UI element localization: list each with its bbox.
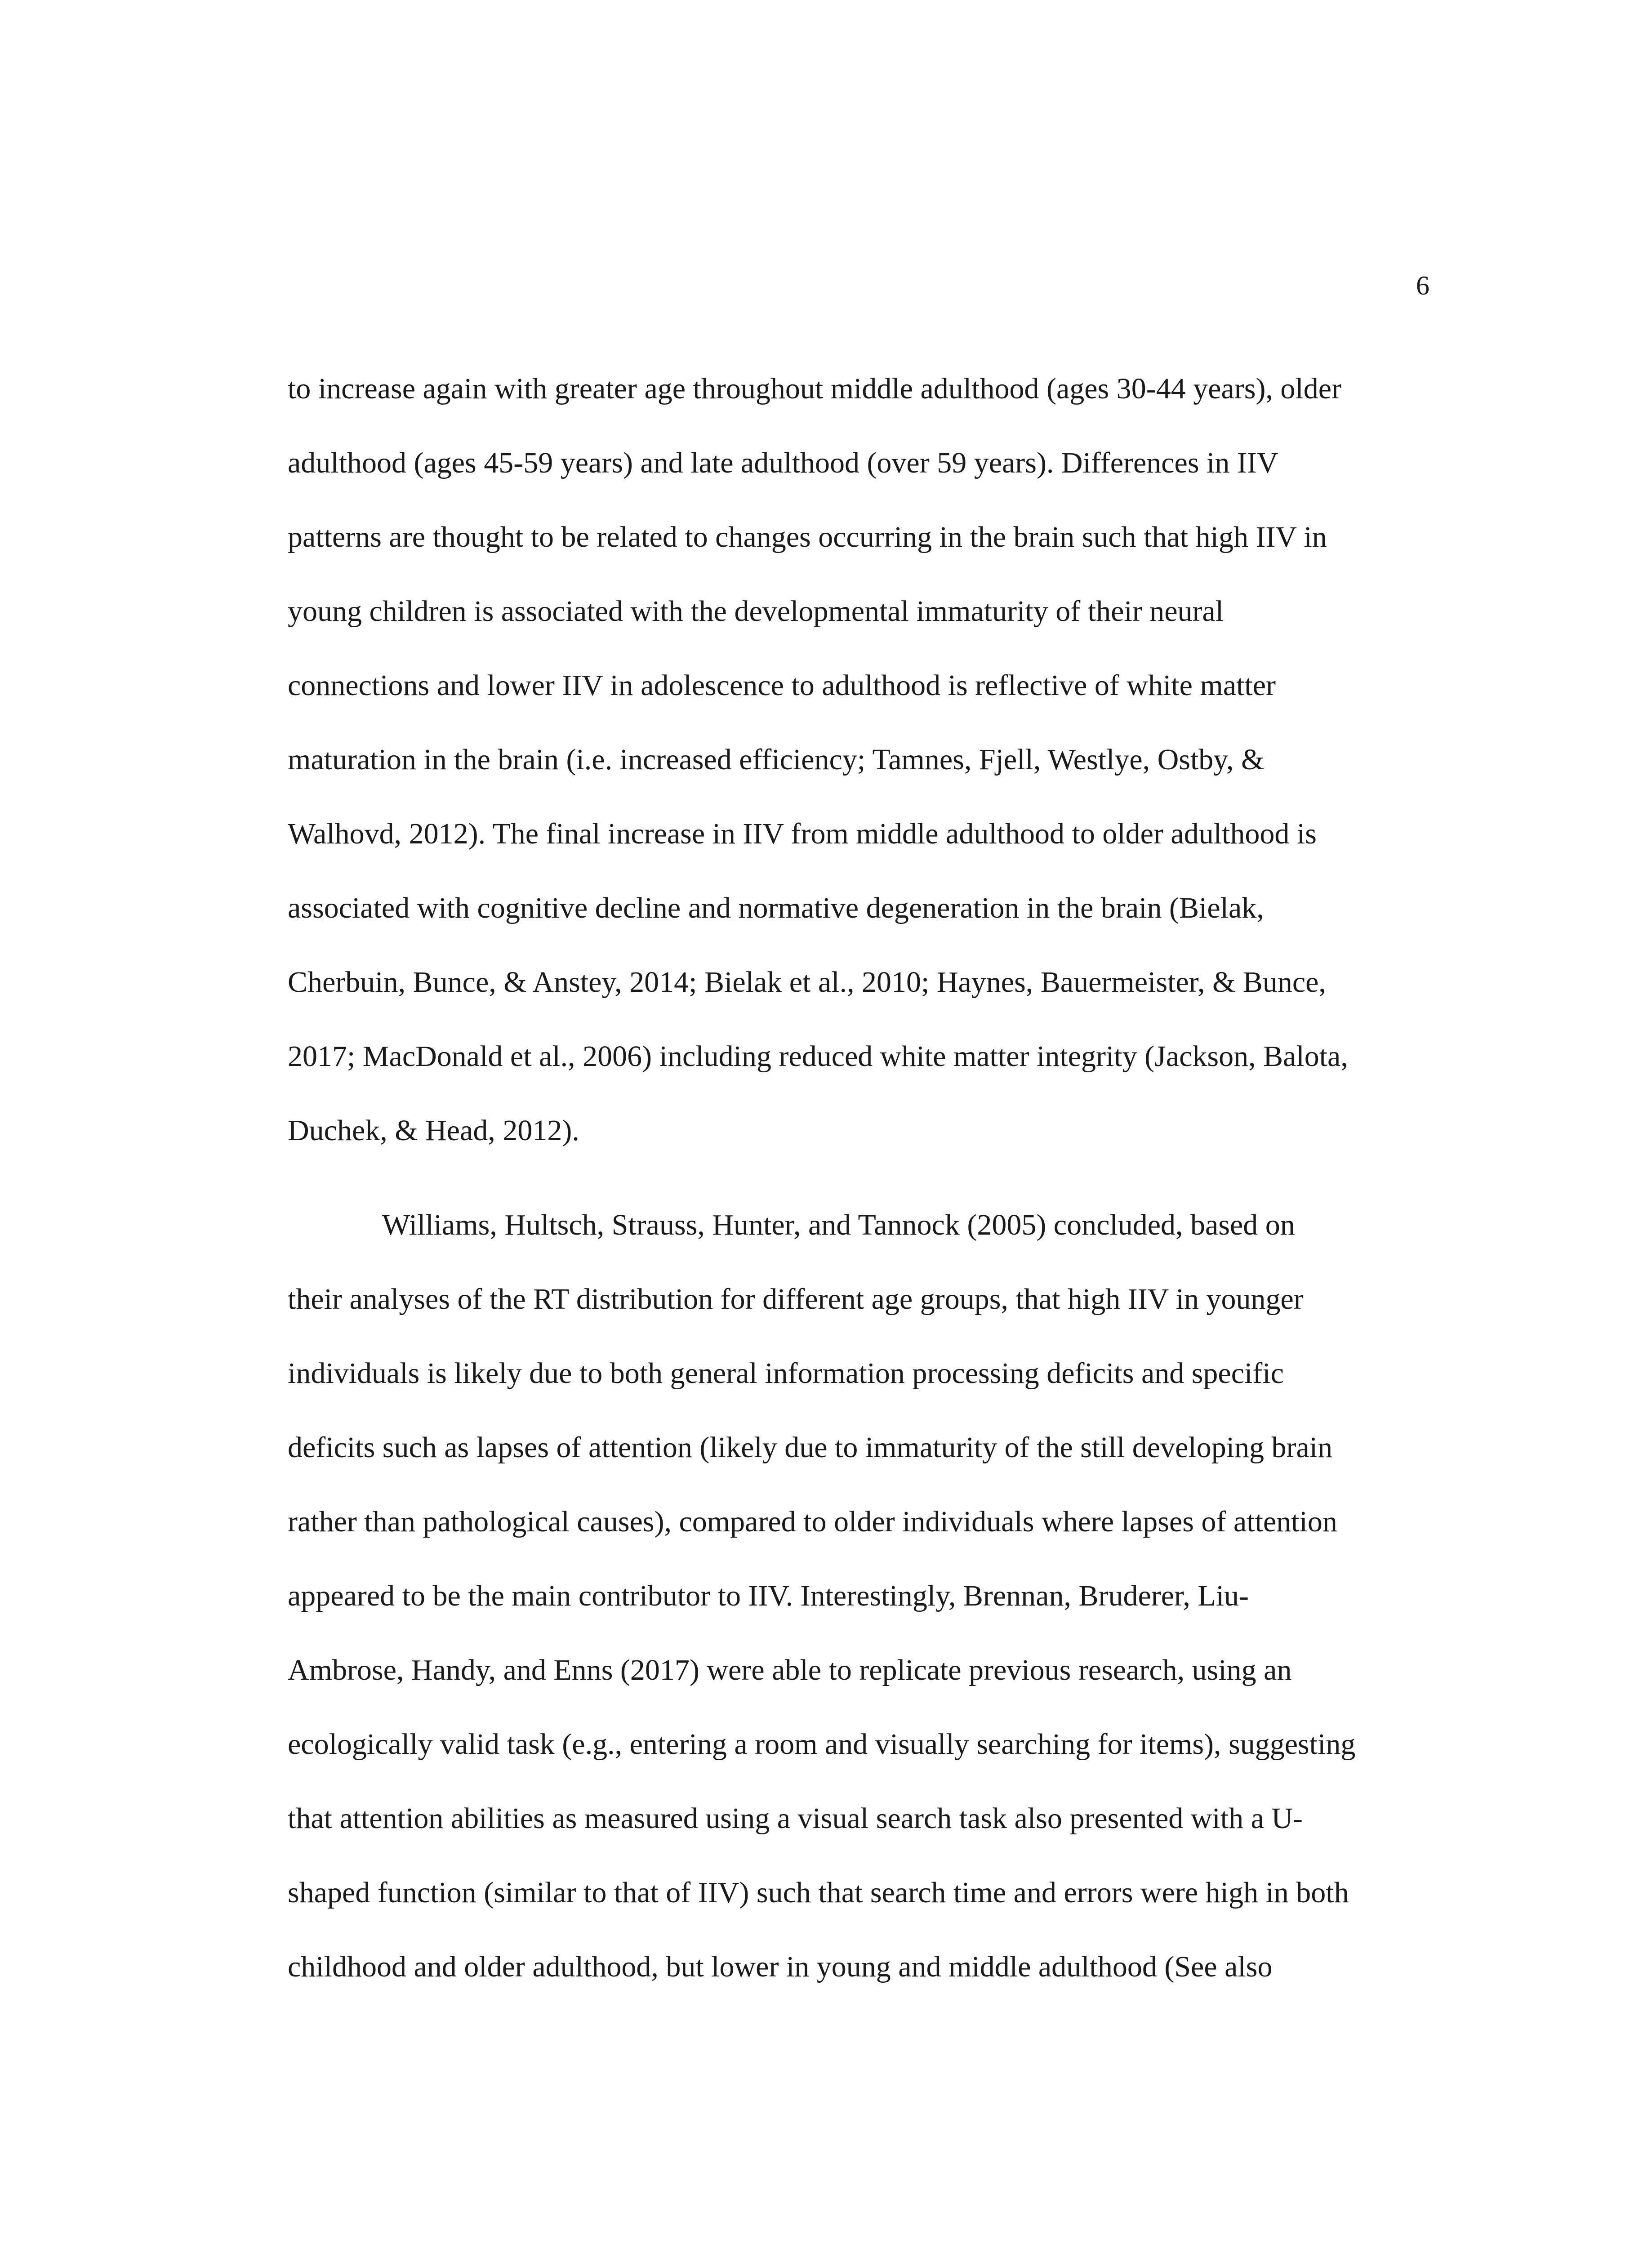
paragraph-2-line-11: childhood and older adulthood, but lower in young and middle adulthood (See also (288, 1950, 1273, 1983)
paragraph-1-line-1: to increase again with greater age throughout middle adulthood (ages 30-44 years), older (288, 372, 1342, 405)
paragraph-2-line-4: deficits such as lapses of attention (likely due to immaturity of the still developing brain (288, 1431, 1333, 1464)
paragraph-1-line-9: Cherbuin, Bunce, & Anstey, 2014; Bielak et al., 2010; Haynes, Bauermeister, & Bunce, (288, 966, 1326, 999)
paragraph-2-line-5: rather than pathological causes), compared to older individuals where lapses of attention (288, 1505, 1337, 1538)
paragraph-1-line-3: patterns are thought to be related to changes occurring in the brain such that high IIV in (288, 521, 1327, 553)
paragraph-1-line-6: maturation in the brain (i.e. increased efficiency; Tamnes, Fjell, Westlye, Ostby, & (288, 743, 1265, 776)
paragraph-1-line-7: Walhovd, 2012). The final increase in IIV from middle adulthood to older adulthood is (288, 817, 1317, 850)
paragraph-2-line-9: that attention abilities as measured using a visual search task also presented with a U- (288, 1802, 1303, 1835)
paragraph-1-line-10: 2017; MacDonald et al., 2006) including reduced white matter integrity (Jackson, Balota, (288, 1040, 1348, 1073)
page-number: 6 (1416, 271, 1429, 300)
paragraph-1-line-5: connections and lower IIV in adolescence to adulthood is reflective of white matter (288, 669, 1276, 702)
paragraph-1-line-8: associated with cognitive decline and normative degeneration in the brain (Bielak, (288, 892, 1264, 924)
paragraph-2-line-1: Williams, Hultsch, Strauss, Hunter, and Tannock (2005) concluded, based on (382, 1209, 1295, 1241)
paragraph-2-line-7: Ambrose, Handy, and Enns (2017) were able to replicate previous research, using an (288, 1654, 1292, 1686)
paragraph-2-line-3: individuals is likely due to both general information processing deficits and specific (288, 1357, 1284, 1390)
paragraph-2-line-2: their analyses of the RT distribution for different age groups, that high IIV in younger (288, 1283, 1304, 1316)
paragraph-2-line-8: ecologically valid task (e.g., entering a room and visually searching for items), suggesting (288, 1728, 1356, 1761)
paragraph-2-line-6: appeared to be the main contributor to IIV. Interestingly, Brennan, Bruderer, Liu- (288, 1579, 1249, 1612)
paragraph-2-line-10: shaped function (similar to that of IIV) such that search time and errors were high in both (288, 1876, 1349, 1909)
paragraph-1-line-2: adulthood (ages 45-59 years) and late adulthood (over 59 years). Differences in IIV (288, 446, 1278, 479)
paragraph-1-line-11: Duchek, & Head, 2012). (288, 1114, 579, 1147)
paragraph-1-line-4: young children is associated with the developmental immaturity of their neural (288, 595, 1224, 628)
